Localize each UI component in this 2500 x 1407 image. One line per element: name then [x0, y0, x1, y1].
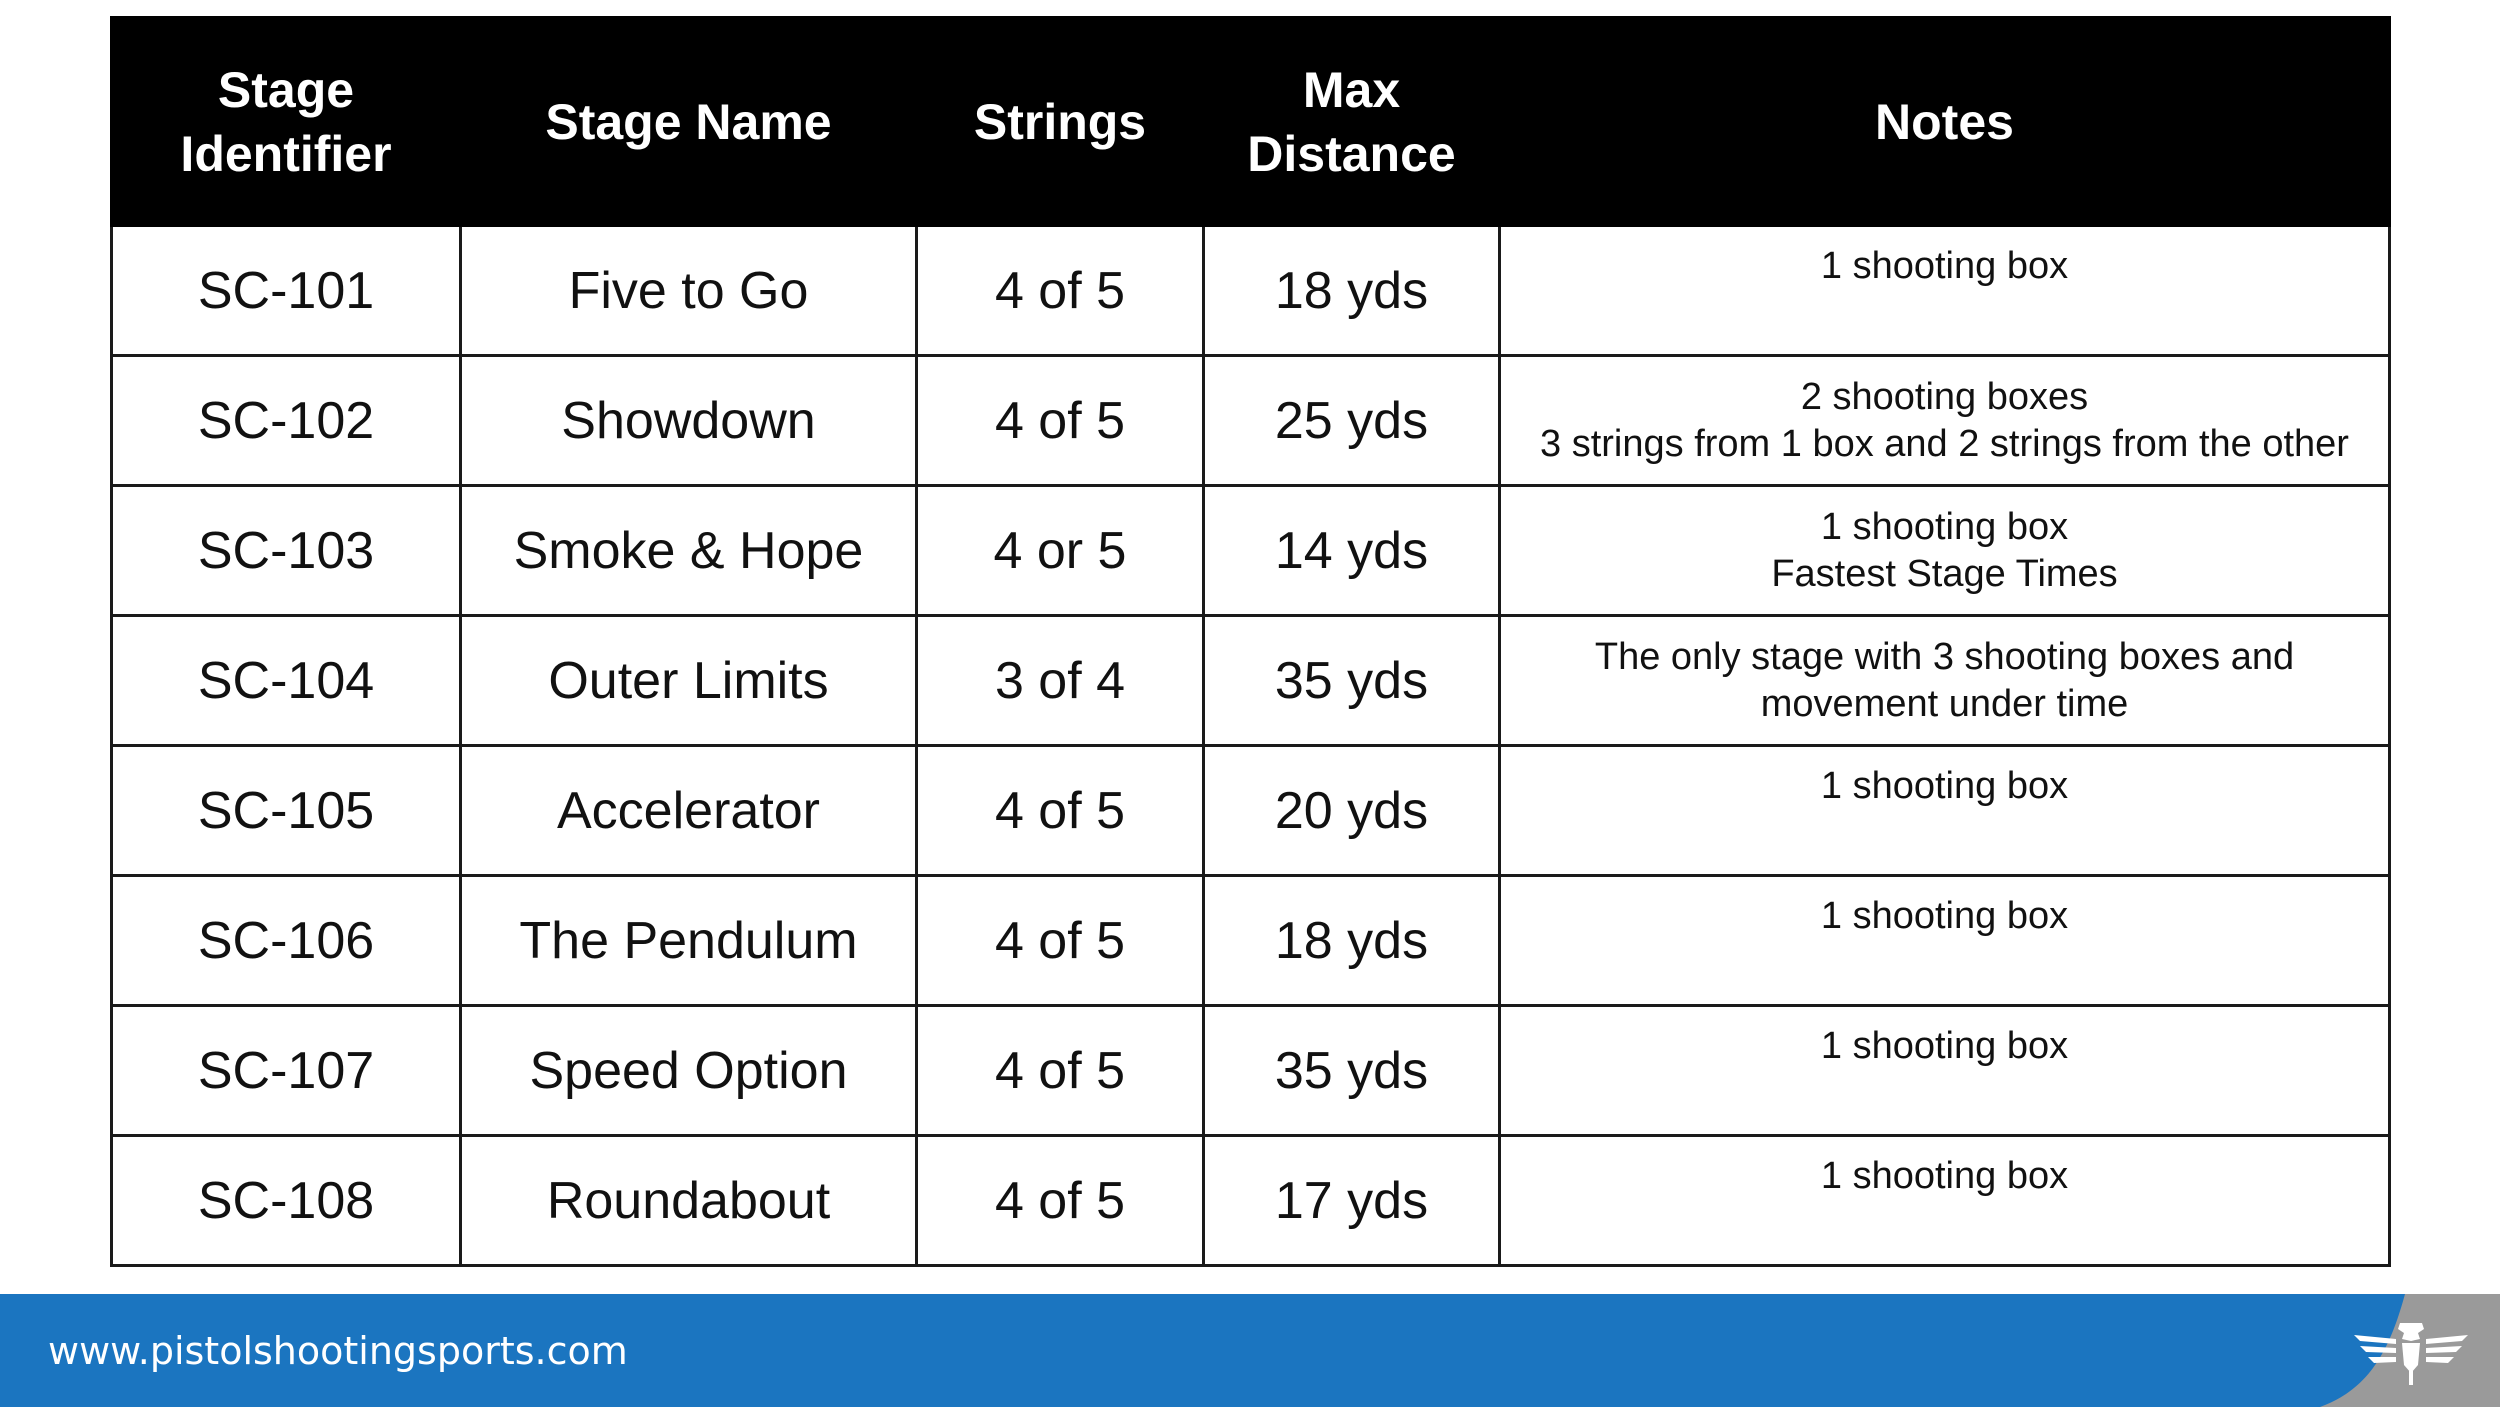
table-row: [112, 616, 2390, 746]
max-distance-cell: 25 yds: [1204, 356, 1500, 486]
header-stage-identifier: Stage Identifier: [112, 18, 461, 226]
stage-identifier-cell: SC-104: [112, 616, 461, 746]
stage-name-cell: Speed Option: [461, 1006, 917, 1136]
notes-cell: [1500, 1006, 2390, 1136]
table-row: [112, 1136, 2390, 1266]
stage-name-cell: Accelerator: [461, 746, 917, 876]
note-line: 1 shooting box: [1820, 1025, 2069, 1067]
note-line: Fastest Stage Times: [1771, 552, 2118, 595]
stage-name-cell: Five to Go: [461, 226, 917, 356]
table-row: [112, 746, 2390, 876]
max-distance-cell: 18 yds: [1204, 226, 1500, 356]
header-strings: Strings: [917, 18, 1204, 226]
max-distance-cell: 18 yds: [1204, 876, 1500, 1006]
note-line: 1 shooting box: [1820, 765, 2069, 807]
max-distance-cell: 20 yds: [1204, 746, 1500, 876]
strings-cell: 4 of 5: [917, 226, 1204, 356]
max-distance-cell: 14 yds: [1204, 486, 1500, 616]
stage-identifier-cell: SC-106: [112, 876, 461, 1006]
max-distance-cell: 35 yds: [1204, 616, 1500, 746]
header-notes: Notes: [1500, 18, 2390, 226]
stage-identifier-cell: SC-101: [112, 226, 461, 356]
table-row: [112, 226, 2390, 356]
strings-cell: 4 or 5: [917, 486, 1204, 616]
notes-cell: [1500, 1136, 2390, 1266]
strings-cell: 4 of 5: [917, 356, 1204, 486]
header-row: [112, 18, 2390, 226]
note-line: The only stage with 3 shooting boxes and: [1594, 635, 2295, 678]
stage-name-cell: Roundabout: [461, 1136, 917, 1266]
stage-name-cell: The Pendulum: [461, 876, 917, 1006]
strings-cell: 3 of 4: [917, 616, 1204, 746]
footer-website-link[interactable]: www.pistolshootingsports.com: [48, 1329, 628, 1373]
table-row: [112, 486, 2390, 616]
note-line: movement under time: [1760, 682, 2129, 725]
notes-cell: [1500, 746, 2390, 876]
stage-identifier-cell: SC-102: [112, 356, 461, 486]
strings-cell: 4 of 5: [917, 1136, 1204, 1266]
stage-name-cell: Showdown: [461, 356, 917, 486]
stage-identifier-cell: SC-105: [112, 746, 461, 876]
table-body: [112, 226, 2390, 1266]
note-line: 1 shooting box: [1820, 1155, 2069, 1197]
note-line: 1 shooting box: [1820, 895, 2069, 937]
notes-cell: [1500, 616, 2390, 746]
notes-cell: [1500, 226, 2390, 356]
stage-identifier-cell: SC-103: [112, 486, 461, 616]
strings-cell: 4 of 5: [917, 746, 1204, 876]
table-header: [112, 18, 2390, 226]
max-distance-cell: 17 yds: [1204, 1136, 1500, 1266]
stage-identifier-cell: SC-108: [112, 1136, 461, 1266]
header-stage-name: Stage Name: [461, 18, 917, 226]
stage-identifier-cell: SC-107: [112, 1006, 461, 1136]
table-row: [112, 876, 2390, 1006]
max-distance-cell: 35 yds: [1204, 1006, 1500, 1136]
strings-cell: 4 of 5: [917, 1006, 1204, 1136]
stages-table: [110, 16, 2391, 1267]
winged-steel-target-logo-icon: [2352, 1317, 2470, 1389]
stage-name-cell: Smoke & Hope: [461, 486, 917, 616]
table-row: [112, 1006, 2390, 1136]
strings-cell: 4 of 5: [917, 876, 1204, 1006]
stage-name-cell: Outer Limits: [461, 616, 917, 746]
note-line: 1 shooting box: [1820, 245, 2069, 287]
note-line: 2 shooting boxes: [1800, 375, 2089, 418]
table-row: [112, 356, 2390, 486]
note-line: 1 shooting box: [1820, 505, 2069, 548]
notes-cell: [1500, 486, 2390, 616]
notes-cell: [1500, 876, 2390, 1006]
note-line: 3 strings from 1 box and 2 strings from the other: [1540, 422, 2349, 465]
header-max-distance: Max Distance: [1204, 18, 1500, 226]
notes-cell: [1500, 356, 2390, 486]
